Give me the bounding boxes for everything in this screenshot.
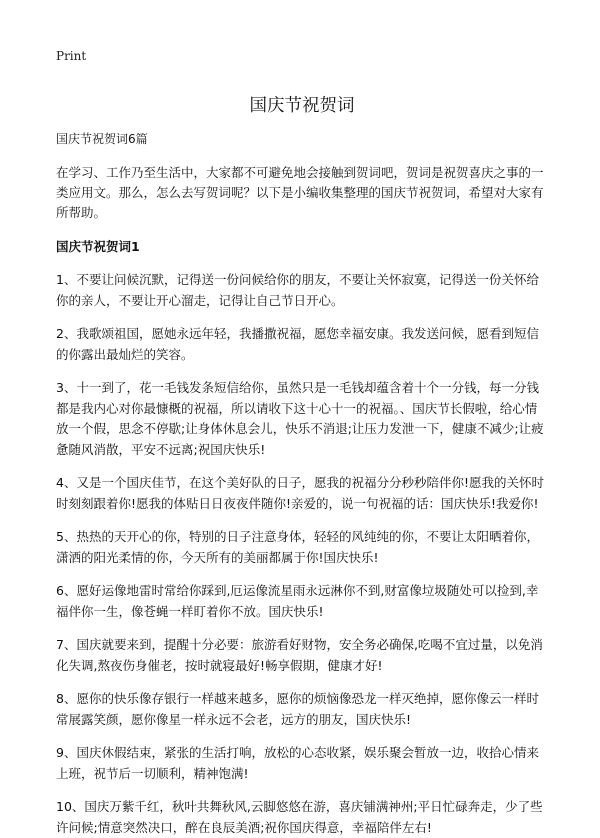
list-item: 6、愿好运像地雷时常给你踩到,厄运像流星雨永远淋你不到,财富像垃圾随处可以捡到,幸福伴你一生，像苍蝇一样盯着你不放。国庆快乐!: [56, 583, 539, 619]
list-item: 1、不要让问候沉默，记得送一份问候给你的朋友，不要让关怀寂寞，记得送一份关怀给你的亲人，不要让开心溜走，记得让自己节日开心。: [56, 272, 539, 308]
list-item: 5、热热的天开心的你，特别的日子注意身体，轻轻的风纯纯的你，不要让太阳晒着你，潇洒的阳光柔情的你，今天所有的美丽都属于你!国庆快乐!: [56, 529, 539, 565]
list-item: 4、又是一个国庆佳节，在这个美好队的日子，愿我的祝福分分秒秒陪伴你!愿我的关怀时时刻刻跟着你!愿我的体贴日日夜夜伴随你!亲爱的，说一句祝福的话：国庆快乐!我爱你!: [56, 475, 544, 511]
list-item: 3、十一到了，花一毛钱发条短信给你，虽然只是一毛钱却蕴含着十个一分钱，每一分钱都是我内心对你最慷概的祝福，所以请收下这十心十一的祝福。、国庆节长假啦，给心情放一个假，思念不停歇;让身体休息会儿，快乐不消退;让压力发泄一下，健康不减少;让疲惫随风消散，平安不远离;祝国庆快乐!: [56, 380, 544, 457]
greeting-list: [56, 270, 548, 838]
list-item: 9、国庆休假结束，紧张的生活打响，放松的心态收紧，娱乐聚会暂放一边，收拾心情来上班，祝节后一切顺利，精神饱满!: [56, 745, 539, 781]
list-item: 8、愿你的快乐像存银行一样越来越多，愿你的烦恼像恐龙一样灭绝掉，愿你像云一样时常展露笑颜，愿你像星一样永远不会老，远方的朋友，国庆快乐!: [56, 691, 539, 727]
document-subtitle: 国庆节祝贺词6篇: [56, 132, 148, 146]
page-title: 国庆节祝贺词: [249, 96, 355, 116]
list-item: 2、我歌颂祖国，愿她永远年轻，我播撒祝福，愿您幸福安康。我发送问候，愿看到短信的你露出最灿烂的笑容。: [56, 326, 539, 362]
intro-paragraph: 在学习、工作乃至生活中，大家都不可避免地会接触到贺词吧，贺词是祝贺喜庆之事的一类应用文。那么，怎么去写贺词呢？以下是小编收集整理的国庆节祝贺词，希望对大家有所帮助。: [56, 165, 544, 220]
print-link[interactable]: Print: [56, 49, 87, 63]
section-heading: 国庆节祝贺词1: [56, 239, 140, 254]
list-item: 10、国庆万紫千红，秋叶共舞秋风,云脚悠悠在游，喜庆铺满神州;平日忙碌奔走，少了些许问候;情意突然决口，醉在良辰美酒;祝你国庆得意，幸福陪伴左右!: [56, 799, 543, 835]
list-item: 7、国庆就要来到，提醒十分必要：旅游看好财物，安全务必确保,吃喝不宜过量，以免消化失调,熬夜伤身催老，按时就寝最好!畅享假期，健康才好!: [56, 637, 543, 673]
